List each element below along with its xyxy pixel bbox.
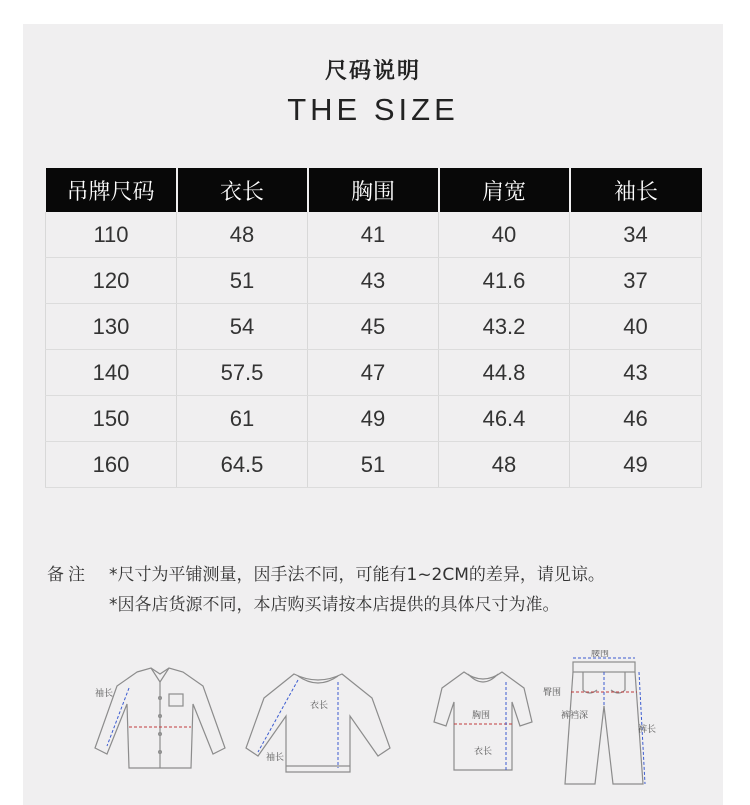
note-line-2: *因各店货源不同，本店购买请按本店提供的具体尺寸为准。 — [109, 595, 560, 615]
table-cell: 51 — [308, 442, 439, 488]
shirt-diagram — [85, 664, 235, 776]
table-cell: 46 — [570, 396, 702, 442]
tshirt-chest-label: 胸围 — [472, 711, 491, 721]
pants-length-label: 裤长 — [638, 725, 657, 735]
page-title: 尺码说明 — [324, 59, 421, 84]
table-cell: 48 — [177, 212, 308, 258]
table-cell: 40 — [439, 212, 570, 258]
tshirt-icon — [428, 666, 538, 776]
table-cell: 43 — [308, 258, 439, 304]
table-cell: 48 — [439, 442, 570, 488]
table-cell: 44.8 — [439, 350, 570, 396]
tshirt-diagram — [428, 666, 538, 776]
table-row — [46, 350, 702, 396]
table-cell: 150 — [46, 396, 177, 442]
table-row — [46, 442, 702, 488]
size-table — [45, 168, 702, 488]
table-cell: 64.5 — [177, 442, 308, 488]
note-line-1: *尺寸为平铺测量，因手法不同，可能有1~2CM的差异，请见谅。 — [109, 565, 605, 585]
table-row — [46, 304, 702, 350]
page-subtitle: THE SIZE — [287, 92, 459, 127]
header-shoulder: 肩宽 — [439, 168, 570, 212]
pants-diagram — [543, 650, 663, 790]
table-row — [46, 212, 702, 258]
table-cell: 41 — [308, 212, 439, 258]
table-cell: 57.5 — [177, 350, 308, 396]
table-cell: 47 — [308, 350, 439, 396]
table-cell: 110 — [46, 212, 177, 258]
notes-section — [47, 560, 605, 620]
pants-hip-label: 臀围 — [543, 688, 562, 698]
table-cell: 130 — [46, 304, 177, 350]
table-row — [46, 396, 702, 442]
table-cell: 51 — [177, 258, 308, 304]
table-cell: 41.6 — [439, 258, 570, 304]
table-cell: 49 — [570, 442, 702, 488]
sweater-length-label: 衣长 — [310, 701, 329, 711]
header-tag-size: 吊牌尺码 — [46, 168, 177, 212]
table-cell: 160 — [46, 442, 177, 488]
table-cell: 61 — [177, 396, 308, 442]
pants-waist-label: 腰围 — [591, 650, 610, 659]
sweater-diagram — [238, 668, 398, 778]
measurement-diagrams — [23, 644, 723, 805]
tshirt-length-label: 衣长 — [474, 747, 493, 757]
table-cell: 49 — [308, 396, 439, 442]
header-length: 衣长 — [177, 168, 308, 212]
pants-icon — [543, 650, 663, 790]
table-cell: 43.2 — [439, 304, 570, 350]
pants-rise-label: 裤裆深 — [561, 711, 589, 721]
table-cell: 40 — [570, 304, 702, 350]
table-cell: 43 — [570, 350, 702, 396]
table-cell: 140 — [46, 350, 177, 396]
table-cell: 46.4 — [439, 396, 570, 442]
table-header-row — [46, 168, 702, 212]
shirt-icon — [85, 664, 235, 776]
notes-label: 备注 — [47, 565, 89, 585]
header-chest: 胸围 — [308, 168, 439, 212]
table-cell: 37 — [570, 258, 702, 304]
table-row — [46, 258, 702, 304]
sweater-icon — [238, 668, 398, 778]
size-chart-page — [23, 24, 723, 805]
table-cell: 45 — [308, 304, 439, 350]
table-cell: 54 — [177, 304, 308, 350]
sweater-sleeve-label: 袖长 — [266, 753, 285, 763]
table-cell: 34 — [570, 212, 702, 258]
shirt-sleeve-label: 袖长 — [95, 689, 114, 699]
header-sleeve: 袖长 — [570, 168, 702, 212]
table-cell: 120 — [46, 258, 177, 304]
